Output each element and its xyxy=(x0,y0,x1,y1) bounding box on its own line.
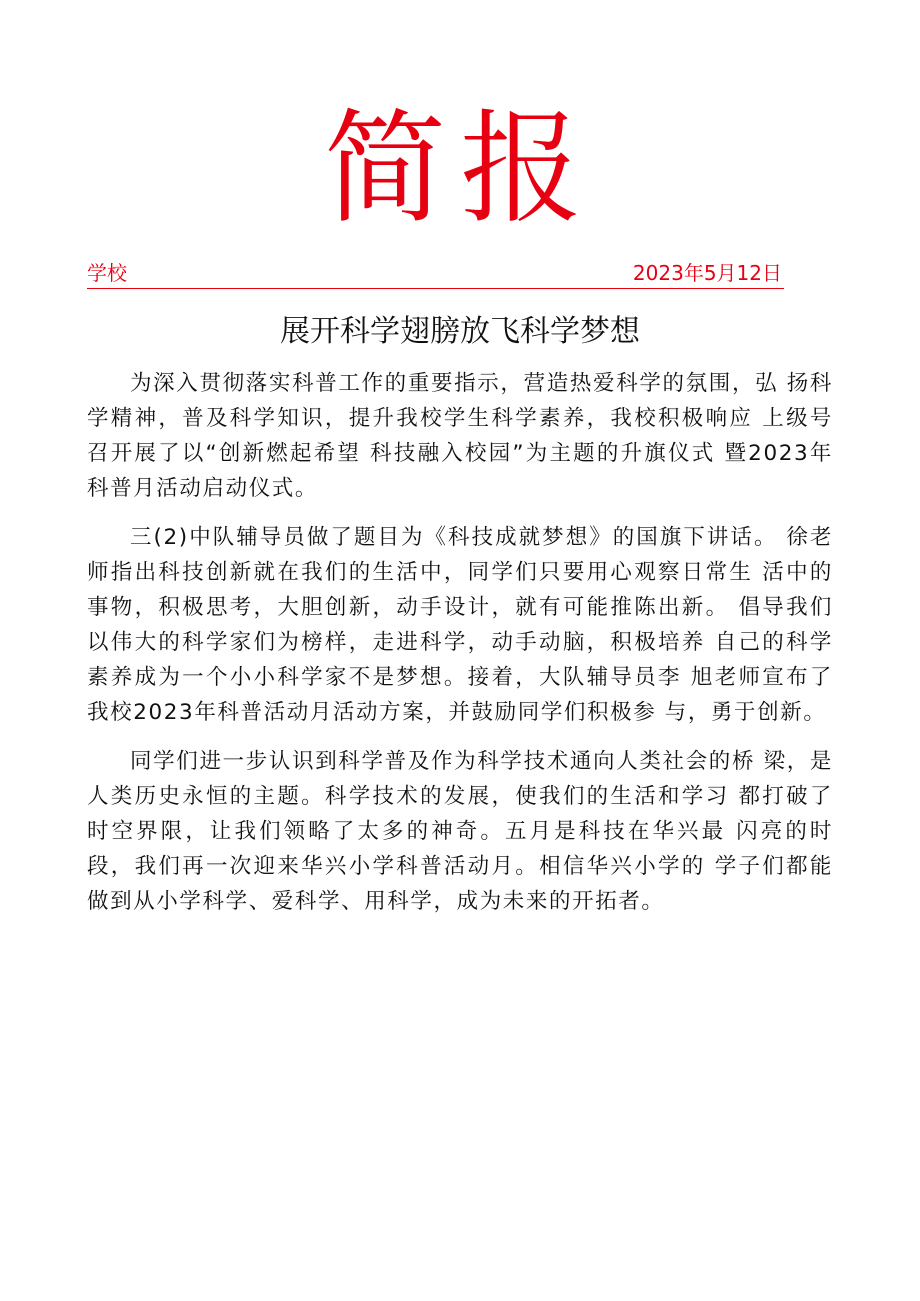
masthead-meta-row xyxy=(87,258,784,289)
school-label: 学校 xyxy=(87,261,127,285)
article-paragraph: 同学们进一步认识到科学普及作为科学技术通向人类社会的桥 梁，是人类历史永恒的主题。科学技术的发展，使我们的生活和学习 都打破了时空界限，让我们领略了太多的神奇。五月是科技在华兴最 闪亮的时段，我们再一次迎来华兴小学科普活动月。相信华兴小学的 学子们都能做到从小学科学、爱科学、用科学，成为未来的开拓者。 xyxy=(87,749,833,914)
article-paragraph: 为深入贯彻落实科普工作的重要指示，营造热爱科学的氛围，弘 扬科学精神，普及科学知识，提升我校学生科学素养，我校积极响应 上级号召开展了以“创新燃起希望 科技融入校园”为主题的升旗仪式 暨2023年科普月活动启动仪式。 xyxy=(87,371,833,501)
newsletter-masthead: 简报 xyxy=(324,98,596,240)
article-title: 展开科学翅膀放飞科学梦想 xyxy=(280,314,640,349)
article-body xyxy=(87,366,833,933)
article-paragraph: 三(2)中队辅导员做了题目为《科技成就梦想》的国旗下讲话。 徐老师指出科技创新就在我们的生活中，同学们只要用心观察日常生 活中的事物，积极思考，大胆创新，动手设计，就有可能推陈出新。 倡导我们以伟大的科学家们为榜样，走进科学，动手动脑，积极培养 自己的科学素养成为一个小小科学家不是梦想。接着，大队辅导员李 旭老师宣布了我校2023年科普活动月活动方案，并鼓励同学们积极参 与，勇于创新。 xyxy=(87,525,833,725)
issue-date: 2023年5月12日 xyxy=(632,261,782,285)
